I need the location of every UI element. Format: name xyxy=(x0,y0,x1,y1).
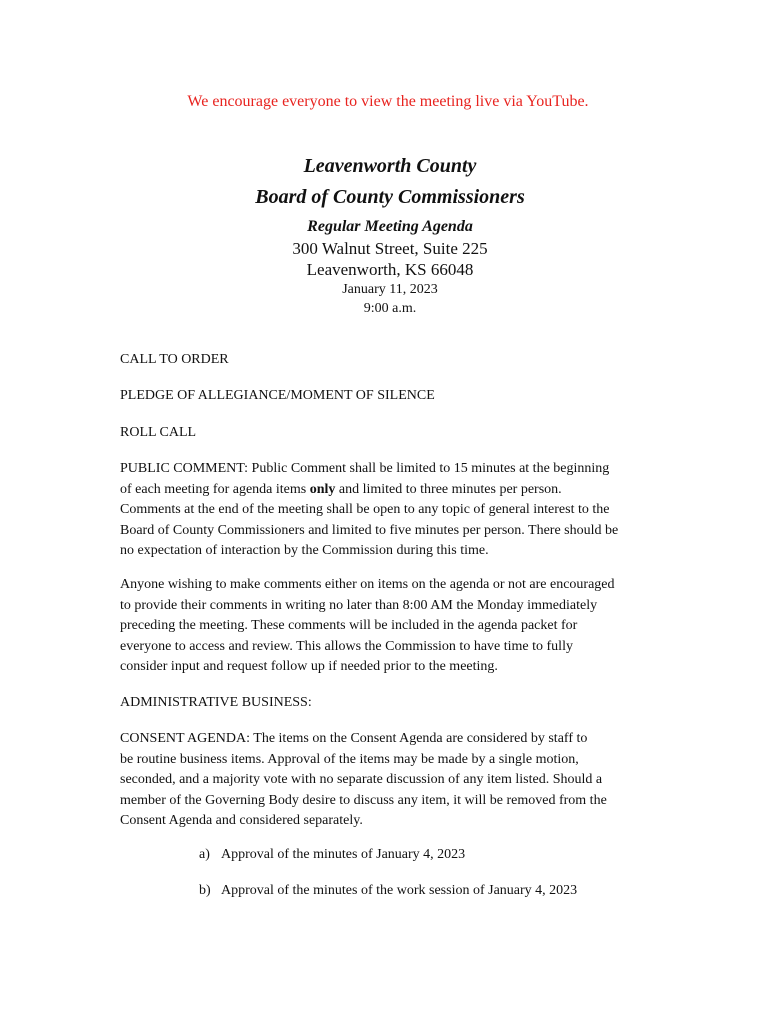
item-line: no expectation of interaction by the Commission during this time. xyxy=(120,543,489,559)
item-line: PUBLIC COMMENT: Public Comment shall be limited to 15 minutes at the beginning xyxy=(120,461,610,476)
meeting-date: January 11, 2023 xyxy=(342,282,438,297)
item-text: PLEDGE OF ALLEGIANCE/MOMENT OF SILENCE xyxy=(120,388,435,403)
paragraph-line: consider input and request follow up if needed prior to the meeting. xyxy=(120,659,498,675)
item-line: Comments at the end of the meeting shall be open to any topic of general interest to the xyxy=(120,502,610,518)
consent-subitem-b xyxy=(199,883,577,899)
address-line-1: 300 Walnut Street, Suite 225 xyxy=(292,239,488,258)
address-line-2: Leavenworth, KS 66048 xyxy=(306,260,474,279)
paragraph-line: to provide their comments in writing no later than 8:00 AM the Monday immediately xyxy=(120,597,598,613)
emphasis-only: only xyxy=(309,481,336,497)
item-text: CALL TO ORDER xyxy=(120,352,229,367)
item-line xyxy=(120,480,668,501)
item-line: member of the Governing Body desire to discuss any item, it will be removed from the xyxy=(120,792,607,808)
meeting-time: 9:00 a.m. xyxy=(363,301,417,316)
paragraph-line: everyone to access and review. This allows the Commission to have time to fully xyxy=(120,638,573,654)
item-line-part: of each meeting for agenda items xyxy=(120,481,310,497)
youtube-notice: We encourage everyone to view the meeting live via YouTube. xyxy=(187,93,589,110)
subitem-text: Approval of the minutes of January 4, 2023 xyxy=(221,847,466,862)
consent-subitem-a xyxy=(199,847,465,863)
item-line: Consent Agenda and considered separately. xyxy=(120,813,363,829)
meeting-type: Regular Meeting Agenda xyxy=(307,218,473,235)
item-line-part: and limited to three minutes per person. xyxy=(335,481,562,497)
subitem-text: Approval of the minutes of the work session of January 4, 2023 xyxy=(221,883,578,898)
subitem-letter: a) xyxy=(199,847,210,862)
item-text: ADMINISTRATIVE BUSINESS: xyxy=(120,695,312,710)
item-text: ROLL CALL xyxy=(120,425,197,440)
paragraph-line: Anyone wishing to make comments either on items on the agenda or not are encouraged xyxy=(120,577,615,592)
paragraph-line: preceding the meeting. These comments will be included in the agenda packet for xyxy=(120,618,578,634)
item-line: seconded, and a majority vote with no separate discussion of any item listed. Should a xyxy=(120,772,603,788)
board-title: Board of County Commissioners xyxy=(255,186,525,208)
subitem-letter: b) xyxy=(199,883,211,898)
item-line: CONSENT AGENDA: The items on the Consent Agenda are considered by staff to xyxy=(120,731,588,746)
item-line: be routine business items. Approval of the items may be made by a single motion, xyxy=(120,751,579,767)
county-title: Leavenworth County xyxy=(303,155,477,177)
item-line: Board of County Commissioners and limited to five minutes per person. There should be xyxy=(120,522,619,538)
